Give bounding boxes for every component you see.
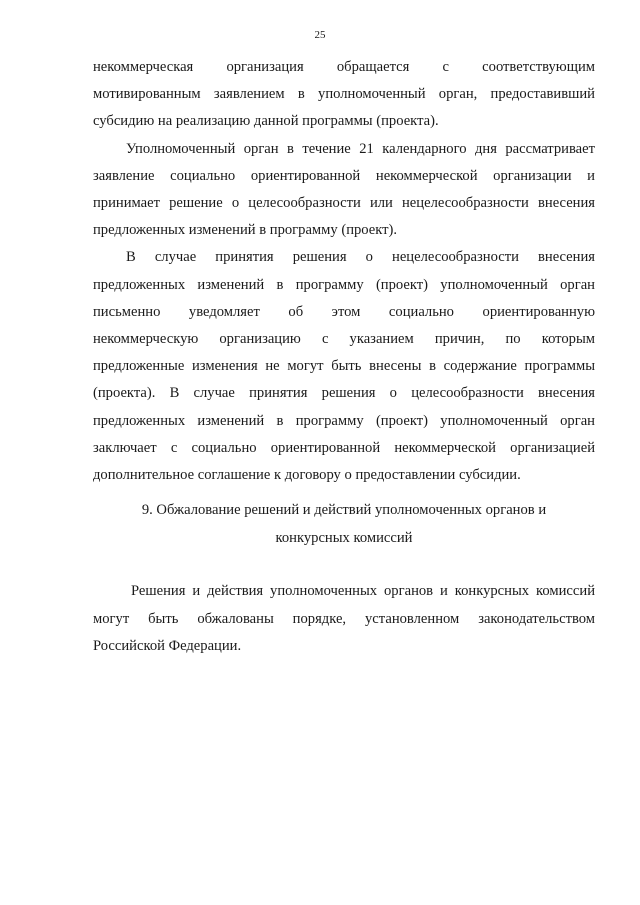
section-heading	[93, 497, 595, 552]
section-heading-line: 9. Обжалование решений и действий уполномоченных органов и	[141, 502, 547, 518]
paragraph-line: предложенных изменений в программу (проект) уполномоченный орган	[93, 412, 595, 429]
paragraph-line: дополнительное соглашение к договору о предоставлении субсидии.	[93, 467, 521, 484]
paragraph-line: предложенные изменения не могут быть внесены в содержание программы	[93, 358, 595, 375]
paragraph-line: (проекта). В случае принятия решения о целесообразности внесения	[93, 385, 595, 402]
paragraph-line: Российской Федерации.	[93, 638, 242, 654]
paragraph-line: некоммерческую организацию с указанием причин, по которым	[93, 331, 595, 348]
paragraph-line: В случае принятия решения о нецелесообразности внесения	[126, 249, 595, 266]
paragraph-line: заключает с социально ориентированной некоммерческой организацией	[93, 439, 595, 456]
page-number: 25	[314, 29, 326, 41]
paragraph-line: предложенных изменений в программу (проект) уполномоченный орган	[93, 276, 595, 293]
paragraph-line: Решения и действия уполномоченных органов и конкурсных комиссий	[131, 583, 595, 599]
paragraph-line: некоммерческая организация обращается с соответствующим	[93, 59, 595, 75]
section-heading-line: конкурсных комиссий	[275, 529, 413, 546]
paragraph-line: письменно уведомляет об этом социально ориентированную	[93, 303, 595, 320]
section-body	[93, 578, 595, 661]
paragraph-line: Уполномоченный орган в течение 21 календарного дня рассматривает	[126, 140, 595, 157]
paragraph-line: принимает решение о целесообразности или нецелесообразности внесения	[93, 195, 595, 212]
paragraph-line: мотивированным заявлением в уполномоченный орган, предоставивший	[93, 86, 595, 103]
paragraph-line: предложенных изменений в программу (проект).	[93, 222, 398, 239]
paragraph-line: заявление социально ориентированной некоммерческой организации и	[93, 167, 595, 184]
body-text	[93, 54, 595, 489]
paragraph-line: могут быть обжалованы порядке, установленном законодательством	[93, 610, 595, 627]
paragraph-line: субсидию на реализацию данной программы (проекта).	[93, 113, 439, 130]
